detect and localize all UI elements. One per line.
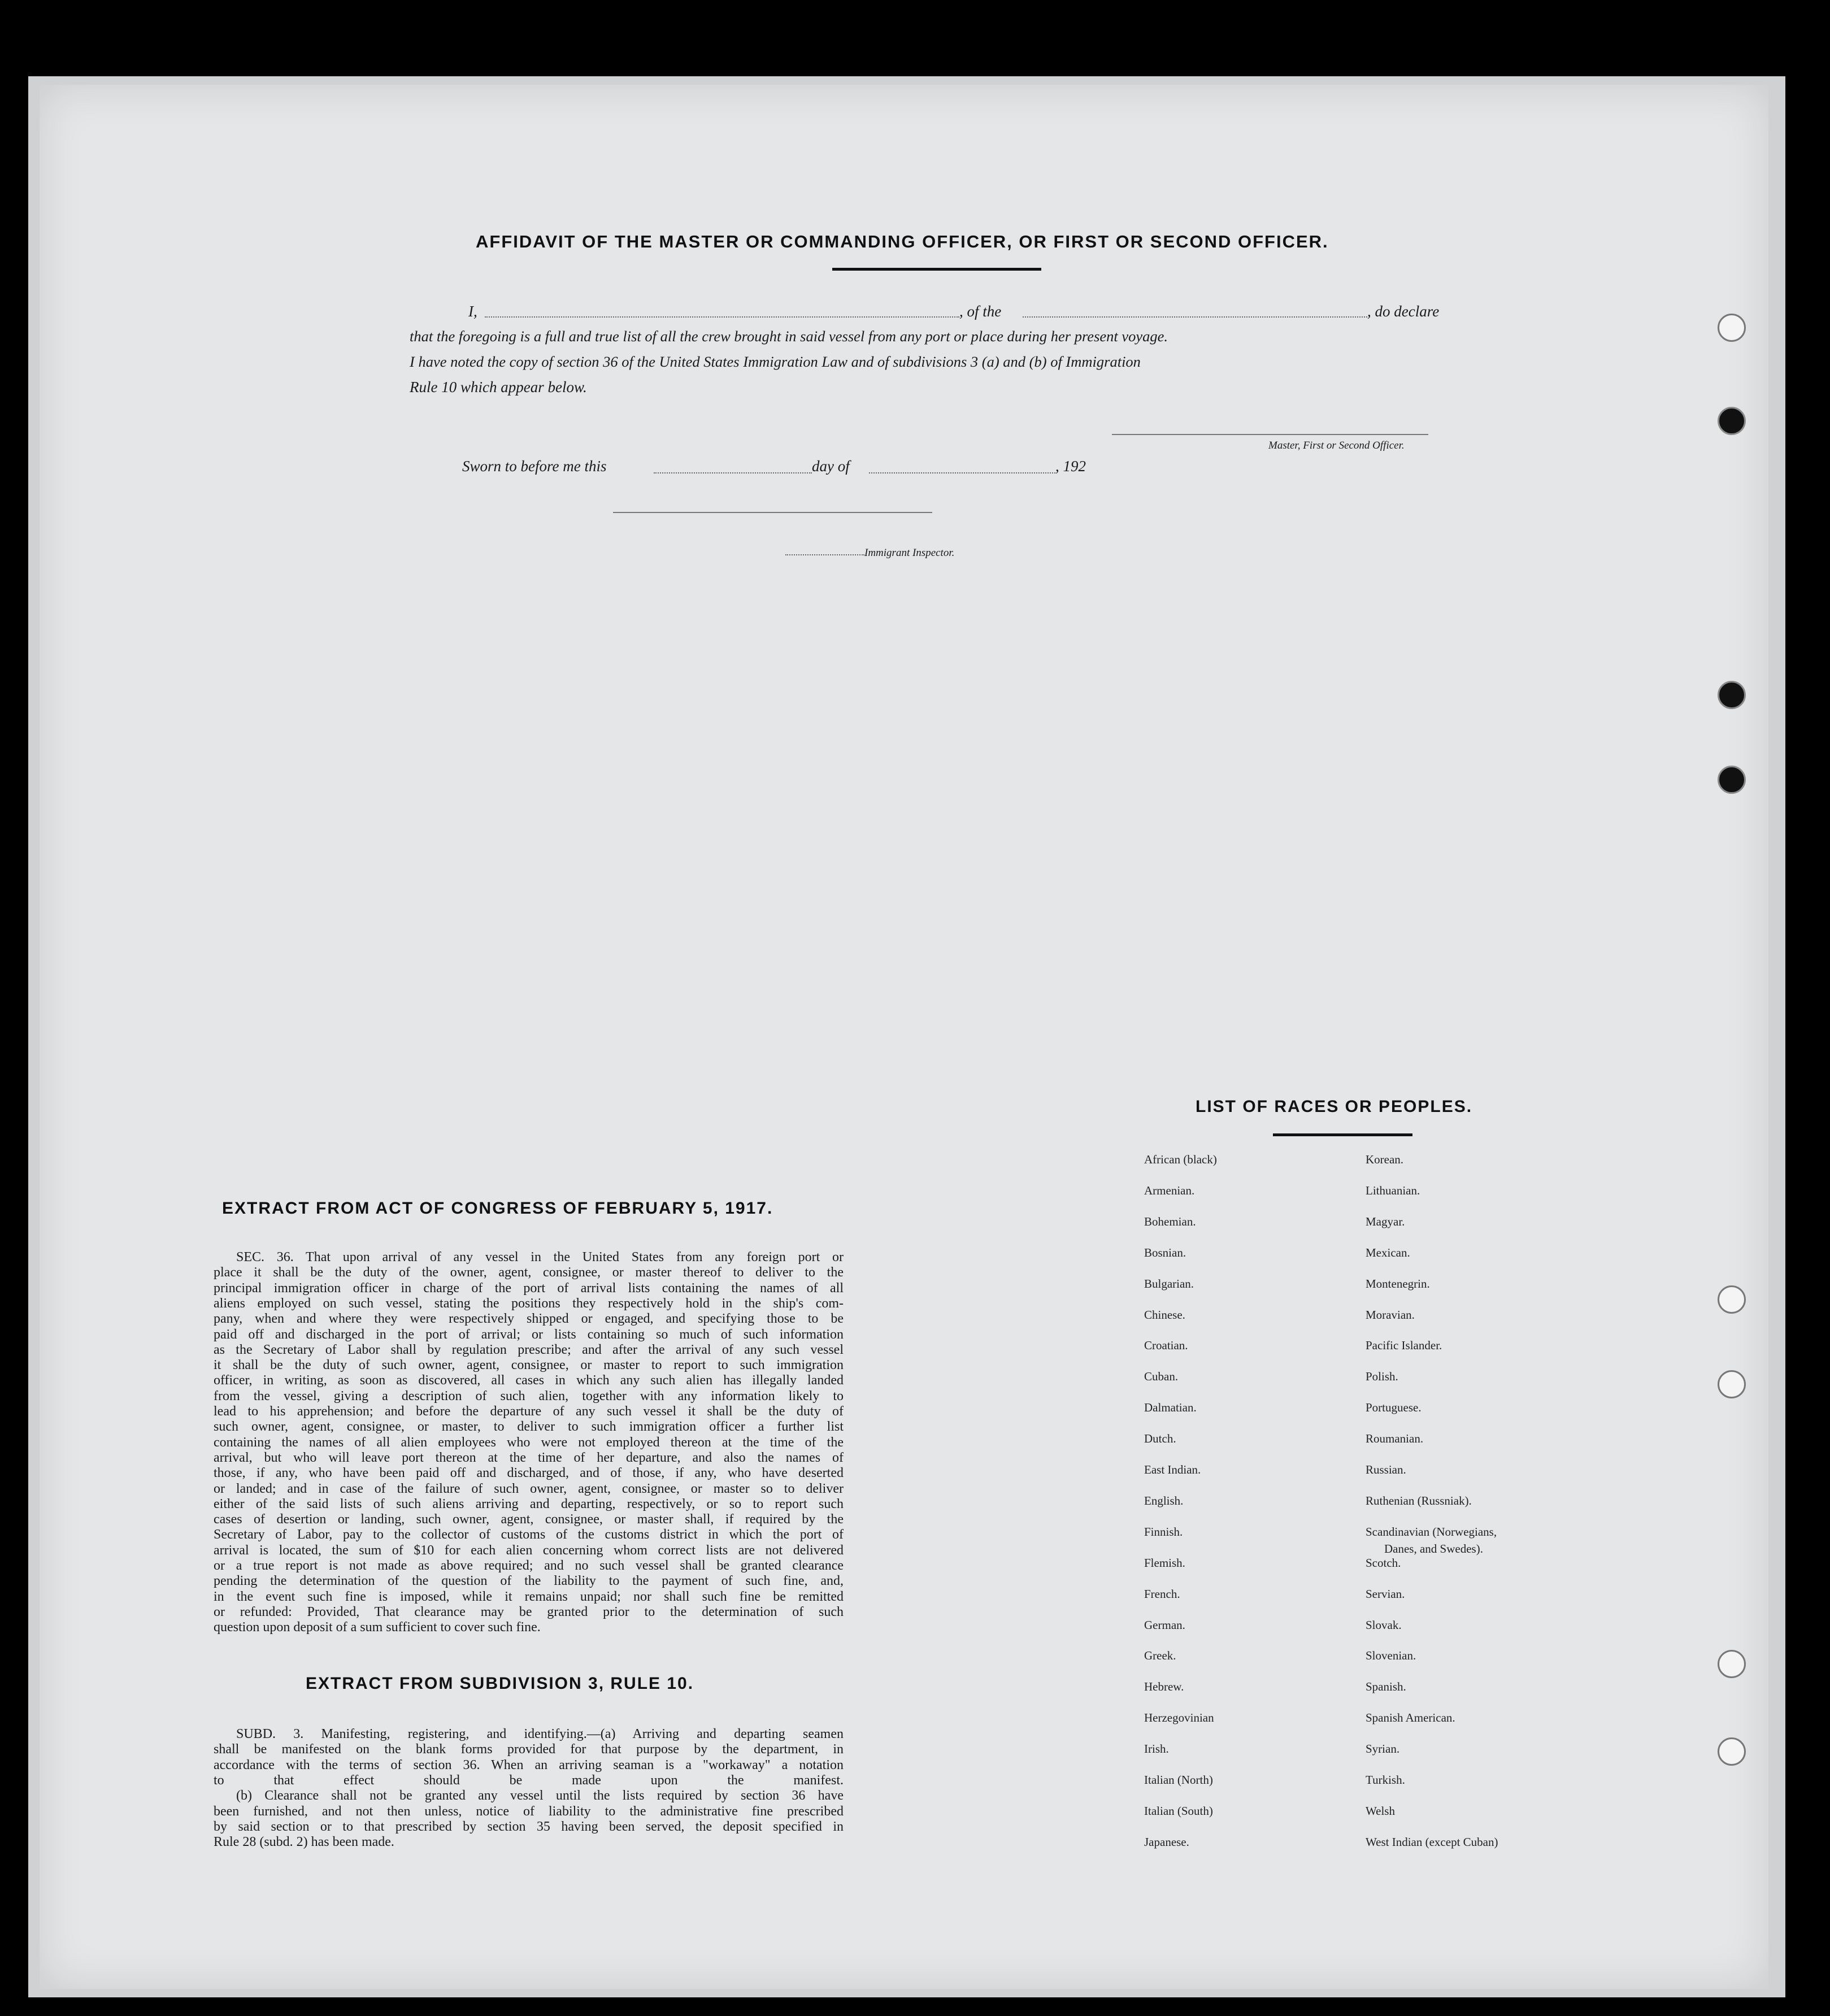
race-item: Scandinavian (Norwegians, [1366, 1524, 1497, 1539]
paragraph-line: or landed; and in case of the failure of such owner, agent, consignee, or master so to deliver [214, 1481, 844, 1496]
binder-hole [1718, 314, 1746, 342]
paragraph-line: in the event such fine is imposed, while it remains unpaid; nor shall such fine be remitted [214, 1589, 844, 1604]
race-item: Italian (North) [1144, 1773, 1213, 1787]
inspector-signature-line [613, 512, 932, 513]
race-item: Welsh [1366, 1804, 1395, 1818]
race-item: Herzegovinian [1144, 1711, 1214, 1725]
paragraph-line: pany, when and where they were respectively shipped or engaged, and specifying those to be [214, 1311, 844, 1327]
paragraph-line: arrival, but who will leave port thereon at the time of her departure, and also the names of [214, 1450, 844, 1465]
race-item: African (black) [1144, 1153, 1217, 1166]
binder-hole [1718, 1737, 1746, 1766]
race-item: Servian. [1366, 1587, 1405, 1601]
race-item: Spanish. [1366, 1680, 1406, 1694]
race-item: Finnish. [1144, 1524, 1183, 1539]
sworn-text: Sworn to before me this [462, 458, 607, 475]
affidavit-of-the: , of the [959, 303, 1002, 320]
paragraph-line: containing the names of all alien employees who were not employed thereon at the time of the [214, 1435, 844, 1450]
day-of-text: day of [812, 458, 850, 475]
paragraph-line: Rule 28 (subd. 2) has been made. [214, 1835, 394, 1850]
paragraph-line: by said section or to that prescribed by section 35 having been served, the deposit specified in [214, 1819, 844, 1834]
race-item: Lithuanian. [1366, 1183, 1420, 1197]
race-item-continuation: Danes, and Swedes). [1384, 1542, 1483, 1556]
race-item: Roumanian. [1366, 1432, 1424, 1446]
race-item: Scotch. [1366, 1556, 1401, 1570]
affidavit-title: AFFIDAVIT OF THE MASTER OR COMMANDING OFFICER, OR FIRST OR SECOND OFFICER. [476, 232, 1329, 251]
paragraph-line: or refunded: Provided, That clearance may be granted prior to the determination of such [214, 1604, 844, 1619]
paragraph-line: arrival is located, the sum of $10 for each alien concerning whom correct lists are not delivered [214, 1543, 844, 1558]
race-item: Ruthenian (Russniak). [1366, 1493, 1472, 1507]
affidavit-i: I, [468, 303, 477, 320]
signature-line [1112, 434, 1428, 435]
race-item: Chinese. [1144, 1307, 1185, 1322]
race-item: French. [1144, 1587, 1180, 1601]
paragraph-line: pending the determination of the question of the liability to the payment of such fine, and, [214, 1574, 844, 1589]
race-item: Mexican. [1366, 1245, 1410, 1259]
paragraph-line: SUBD. 3. Manifesting, registering, and identifying.—(a) Arriving and departing seamen [236, 1727, 844, 1741]
race-item: Italian (South) [1144, 1804, 1213, 1818]
race-item: Magyar. [1366, 1214, 1405, 1228]
paragraph-line: either of the said lists of such aliens arriving and departing, respectively, or so to report such [214, 1496, 844, 1511]
race-item: Hebrew. [1144, 1680, 1184, 1694]
paragraph-line: paid off and discharged in the port of arrival; or lists containing so much of such information [214, 1327, 844, 1342]
paragraph-line: lead to his apprehension; and before the departure of any such vessel it shall be the duty of [214, 1404, 844, 1419]
races-underline [1273, 1133, 1412, 1136]
affidavit-line4: Rule 10 which appear below. [410, 379, 587, 396]
race-item: Syrian. [1366, 1742, 1400, 1756]
race-item: German. [1144, 1618, 1185, 1632]
race-item: Spanish American. [1366, 1711, 1455, 1725]
race-item: Pacific Islander. [1366, 1339, 1442, 1353]
race-item: Bosnian. [1144, 1245, 1186, 1259]
race-item: Slovak. [1366, 1618, 1402, 1632]
paragraph-line: SEC. 36. That upon arrival of any vessel in the United States from any foreign port or [236, 1250, 844, 1265]
inspector-dash [785, 554, 864, 555]
name-blank-line [485, 316, 959, 318]
affidavit-declare: , do declare [1367, 303, 1440, 320]
binder-hole [1718, 407, 1746, 435]
signature-caption: Master, First or Second Officer. [1268, 440, 1405, 451]
paragraph-line: question upon deposit of a sum sufficient to cover such fine. [214, 1620, 541, 1635]
paragraph-line: such owner, agent, consignee, or master, to deliver to such immigration officer a further list [214, 1419, 844, 1435]
extract-act-title: EXTRACT FROM ACT OF CONGRESS OF FEBRUARY 5, 1917. [222, 1199, 773, 1218]
paragraph-line: cases of desertion or landing, such owner, agent, consignee, or master shall, if required by the [214, 1512, 844, 1527]
race-item: Moravian. [1366, 1307, 1415, 1322]
race-item: Greek. [1144, 1649, 1176, 1663]
race-item: Slovenian. [1366, 1649, 1416, 1663]
race-item: Croatian. [1144, 1339, 1188, 1353]
race-item: English. [1144, 1493, 1184, 1507]
race-item: Irish. [1144, 1742, 1169, 1756]
paragraph-line: place it shall be the duty of the owner, agent, consignee, or master thereof to deliver to the [214, 1265, 844, 1280]
month-blank-line [869, 472, 1055, 473]
race-item: Russian. [1366, 1463, 1406, 1476]
paragraph-line: Secretary of Labor, pay to the collector of customs of the customs district in which the port of [214, 1527, 844, 1543]
race-item: Bulgarian. [1144, 1276, 1194, 1291]
paragraph-line: or a true report is not made as above required; and no such vessel shall be granted clearance [214, 1558, 844, 1573]
race-item: Cuban. [1144, 1370, 1179, 1384]
paragraph-line: to that effect should be made upon the manifest. [214, 1772, 844, 1788]
race-item: East Indian. [1144, 1463, 1201, 1476]
paragraph-line: principal immigration officer in charge of the port of arrival lists containing the names of all [214, 1280, 844, 1296]
race-item: Bohemian. [1144, 1214, 1196, 1228]
vessel-blank-line [1023, 316, 1367, 318]
race-item: Dutch. [1144, 1432, 1176, 1446]
race-item: Montenegrin. [1366, 1276, 1430, 1291]
race-item: Korean. [1366, 1153, 1404, 1166]
paragraph-line: it shall be the duty of such owner, agent, consignee, or master to report to such immigration [214, 1358, 844, 1373]
paragraph-line: been furnished, and not then unless, notice of liability to the administrative fine prescribed [214, 1804, 844, 1819]
races-title: LIST OF RACES OR PEOPLES. [1196, 1097, 1473, 1116]
inspector-caption: Immigrant Inspector. [864, 547, 955, 559]
race-item: Polish. [1366, 1370, 1398, 1384]
paragraph-line: (b) Clearance shall not be granted any vessel until the lists required by section 36 have [236, 1788, 844, 1804]
race-item: Turkish. [1366, 1773, 1405, 1787]
paragraph-line: shall be manifested on the blank forms provided for that purpose by the department, in [214, 1742, 844, 1757]
binder-hole [1718, 1285, 1746, 1314]
paragraph-line: accordance with the terms of section 36. When an arriving seaman is a "workaway" a notation [214, 1757, 844, 1772]
paragraph-line: officer, in writing, as soon as discovered, all cases in which any such alien has illegally landed [214, 1373, 844, 1388]
year-text: , 192 [1055, 458, 1086, 475]
race-item: Japanese. [1144, 1835, 1189, 1849]
title-underline [832, 268, 1041, 271]
paragraph-line: aliens employed on such vessel, stating the positions they respectively hold in the ship's com- [214, 1296, 844, 1311]
race-item: Dalmatian. [1144, 1401, 1197, 1415]
binder-hole [1718, 766, 1746, 794]
affidavit-line3: I have noted the copy of section 36 of the United States Immigration Law and of subdivisions 3 (a) and (b) of Immigration [410, 353, 1141, 370]
extract-rule-title: EXTRACT FROM SUBDIVISION 3, RULE 10. [306, 1674, 694, 1693]
binder-hole [1718, 681, 1746, 709]
paragraph-line: from the vessel, giving a description of such alien, together with any information likely to [214, 1388, 844, 1404]
paragraph-line: as the Secretary of Labor shall by regulation prescribe; and after the arrival of any such vessel [214, 1342, 844, 1357]
binder-hole [1718, 1650, 1746, 1678]
race-item: Portuguese. [1366, 1401, 1422, 1415]
day-blank-line [654, 472, 812, 473]
race-item: Armenian. [1144, 1183, 1195, 1197]
binder-hole [1718, 1370, 1746, 1398]
race-item: West Indian (except Cuban) [1366, 1835, 1498, 1849]
paragraph-line: those, if any, who have been paid off and discharged, and of those, if any, who have deserted [214, 1466, 844, 1481]
affidavit-line2: that the foregoing is a full and true list of all the crew brought in said vessel from any port or place during her present voyage. [410, 328, 1168, 345]
race-item: Flemish. [1144, 1556, 1185, 1570]
